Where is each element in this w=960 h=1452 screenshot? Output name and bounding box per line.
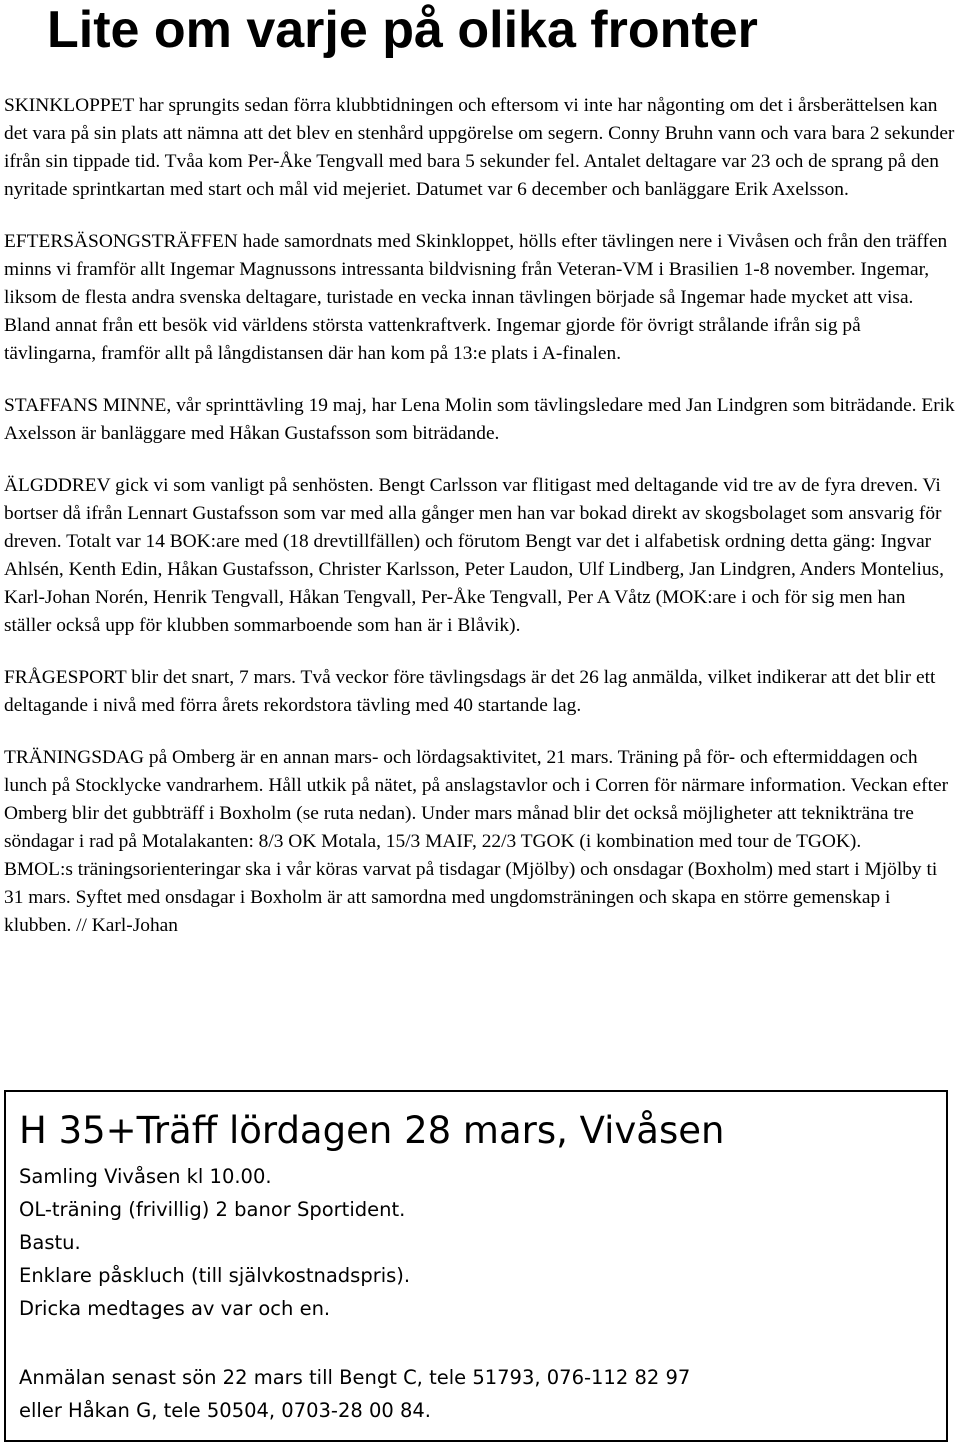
paragraph-algdrev: ÄLGDDREV gick vi som vanligt på senhösten. Bengt Carlsson var flitigast med deltagande vid tre av de fyra dreven. Vi bortser då ifrån Lennart Gustafsson som var med alla gånger men han var bokad direkt av skogsbolaget som ansvarig för dreven. Totalt var 14 BOK:are med (18 drevtillfällen) och förutom Bengt var det i alfabetisk ordning detta gäng: Ingvar Ahlsén, Kenth Edin, Håkan Gustafsson, Christer Karlsson, Peter Laudon, Ulf Lindberg, Jan Lindgren, Anders Montelius, Karl-Johan Norén, Henrik Tengvall, Håkan Tengvall, Per-Åke Tengvall, Per A Våtz (MOK:are i och för sig men han ställer också upp för klubben sommarboende som han är i Blåvik). [4,475,944,636]
paragraph-bmol: BMOL:s träningsorienteringar ska i vår köras varvat på tisdagar (Mjölby) och onsdagar (Boxholm) med start i Mjölby ti 31 mars. Syftet med onsdagar i Boxholm är att samordna med ungdomsträningen och skapa en större gemenskap i klubben. // Karl-Johan [4,859,938,936]
paragraph-eftersasongstraffen: EFTERSÄSONGSTRÄFFEN hade samordnats med Skinkloppet, hölls efter tävlingen nere i Vivåsen och från den träffen minns vi framför allt Ingemar Magnussons intressanta bildvisning från Veteran-VM i Brasilien 1-8 november. Ingemar, liksom de flesta andra svenska deltagare, turistade en vecka innan tävlingen började så Ingemar hade mycket att visa. Bland annat från ett besök vid världens största vattenkraftverk. Ingemar gjorde för övrigt strålande ifrån sig på tävlingarna, framför allt på långdistansen där han kom på 13:e plats i A-finalen. [4,231,948,364]
article-body [4,92,956,940]
paragraph-traningsdag: TRÄNINGSDAG på Omberg är en annan mars- och lördagsaktivitet, 21 mars. Träning på för- och eftermiddagen och lunch på Stocklycke vandrarhem. Håll utkik på nätet, på anslagstavlor och i Corren för närmare information. Veckan efter Omberg blir det gubbträff i Boxholm (se ruta nedan). Under mars månad blir det också möjligheter att teknikträna tre söndagar i rad på Motalakanten: 8/3 OK Motala, 15/3 MAIF, 22/3 TGOK (i kombination med tour de TGOK). [4,747,949,852]
page-title: Lite om varje på olika fronter [47,1,758,59]
notice-contact-line-2: eller Håkan G, tele 50504, 0703-28 00 84. [19,1399,432,1422]
paragraph-skinkloppet: SKINKLOPPET har sprungits sedan förra klubbtidningen och eftersom vi inte har någonting om det i årsberättelsen kan det vara på sin plats att nämna att det blev en stenhård uppgörelse om segern. Conny Bruhn vann och vara bara 2 sekunder ifrån sin tippade tid. Tvåa kom Per-Åke Tengvall med bara 5 sekunder fel. Antalet deltagare var 23 och de sprang på den nyritade sprintkartan med start och mål vid mejeriet. Datumet var 6 december och banläggare Erik Axelsson. [4,95,955,200]
paragraph-staffans-minne: STAFFANS MINNE, vår sprinttävling 19 maj, har Lena Molin som tävlingsledare med Jan Lindgren som biträdande. Erik Axelsson är banläggare med Håkan Gustafsson som biträdande. [4,395,955,444]
notice-line-samling: Samling Vivåsen kl 10.00. [19,1165,272,1188]
notice-contact-line-1: Anmälan senast sön 22 mars till Bengt C, tele 51793, 076-112 82 97 [19,1366,691,1389]
notice-line-bastu: Bastu. [19,1231,81,1254]
paragraph-fragesport: FRÅGESPORT blir det snart, 7 mars. Två veckor före tävlingsdags är det 26 lag anmälda, vilket indikerar att det blir ett deltagande i nivå med förra årets rekordstora tävling med 40 startande lag. [4,667,936,716]
notice-line-lunch: Enklare påskluch (till självkostnadspris). [19,1264,411,1287]
notice-line-ol-traning: OL-träning (frivillig) 2 banor Sportident. [19,1198,406,1221]
notice-line-dricka: Dricka medtages av var och en. [19,1297,331,1320]
notice-title: H 35+Träff lördagen 28 mars, Vivåsen [19,1109,725,1152]
notice-spacer [19,1325,946,1361]
notice-box [4,1090,948,1442]
